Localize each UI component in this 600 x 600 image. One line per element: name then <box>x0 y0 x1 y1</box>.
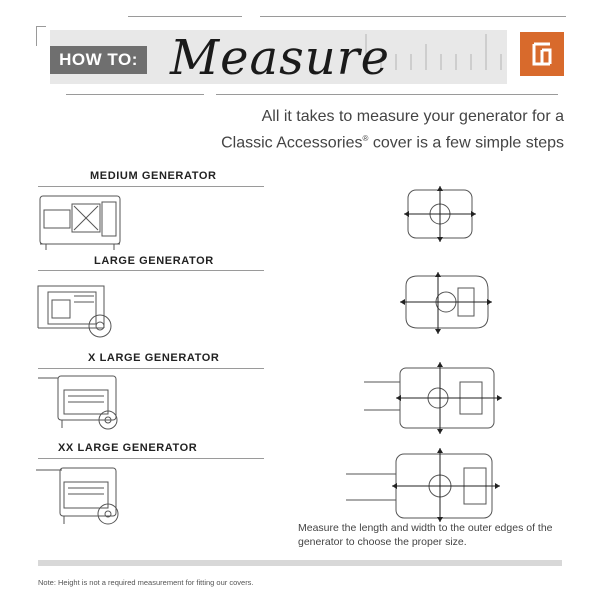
large-generator-icon <box>34 278 124 342</box>
header-bottom-line <box>66 94 204 95</box>
medium-generator-top-view-icon <box>400 184 480 244</box>
x-large-generator-top-view-icon <box>360 360 510 436</box>
footnote: Note: Height is not a required measurement for fitting our covers. <box>38 578 254 587</box>
medium-generator-icon <box>36 190 126 252</box>
divider-line <box>38 458 264 459</box>
header-top-line-right <box>260 16 566 17</box>
registered-mark: ® <box>362 134 369 143</box>
intro-text <box>180 106 564 154</box>
intro-line-1: All it takes to measure your generator for a <box>261 108 564 125</box>
large-generator-top-view-icon <box>396 268 496 338</box>
measure-instructions: Measure the length and width to the outer edges of the generator to choose the proper size. <box>298 522 553 548</box>
header-top-line <box>128 16 242 17</box>
classic-accessories-logo-icon <box>520 32 564 76</box>
medium-generator-label: MEDIUM GENERATOR <box>90 170 217 182</box>
footer-bar <box>38 560 562 566</box>
divider-line <box>38 368 264 369</box>
page-title: Measure <box>170 30 391 86</box>
divider-line <box>38 270 264 271</box>
intro-line-2 <box>180 128 564 154</box>
divider-line <box>38 186 264 187</box>
xx-large-generator-icon <box>36 462 126 528</box>
x-large-generator-icon <box>38 372 128 436</box>
header-bracket <box>36 26 46 46</box>
how-to-label: HOW TO: <box>50 46 147 74</box>
large-generator-label: LARGE GENERATOR <box>94 255 214 267</box>
xx-large-generator-top-view-icon <box>340 444 510 524</box>
x-large-generator-label: X LARGE GENERATOR <box>88 352 220 364</box>
intro-suffix: cover is a few simple steps <box>368 134 564 152</box>
intro-brand: Classic Accessories <box>221 134 363 152</box>
header-bottom-line-right <box>216 94 558 95</box>
xx-large-generator-label: XX LARGE GENERATOR <box>58 442 198 454</box>
